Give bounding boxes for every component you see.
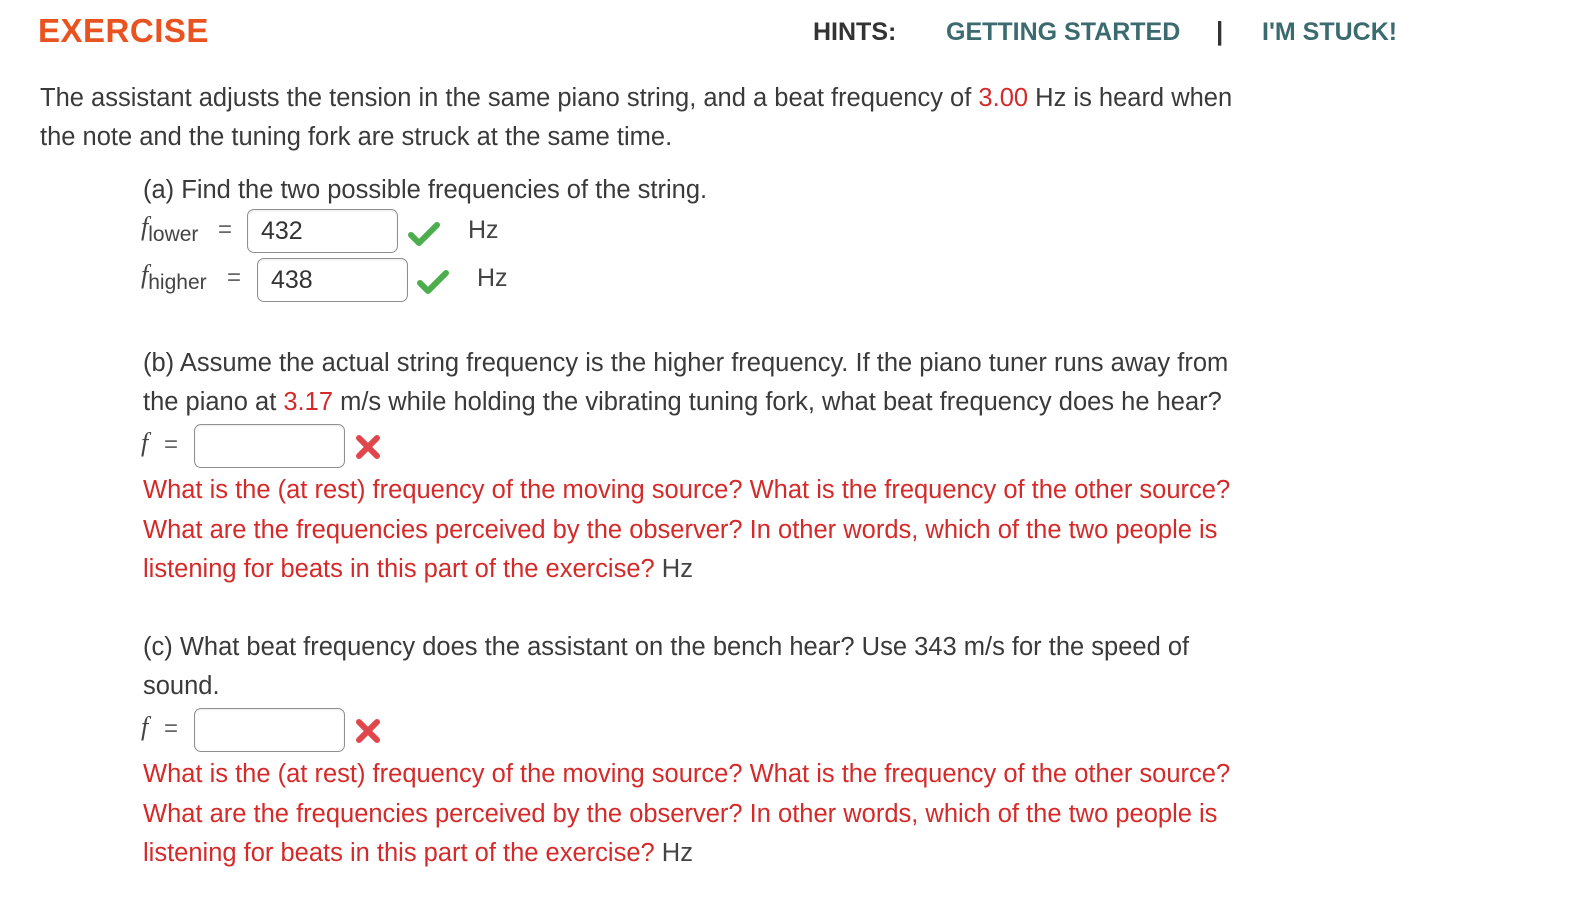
- tuner-speed-value: 3.17: [283, 388, 334, 416]
- part-c-feedback: [143, 755, 1563, 874]
- part-b-text-before: the piano at: [143, 388, 284, 416]
- f-lower-label: [141, 212, 199, 246]
- part-b-line-1: (b) Assume the actual string frequency is the higher frequency. If the piano tuner runs away from: [143, 349, 1229, 377]
- part-c-feedback-text: listening for beats in this part of the exercise?: [143, 839, 655, 867]
- f-higher-input[interactable]: [257, 258, 408, 302]
- part-b-text-after: m/s while holding the vibrating tuning fork, what beat frequency does he hear?: [333, 388, 1222, 416]
- part-b-feedback-line-2: What are the frequencies perceived by the observer? In other words, which of the two people is: [143, 515, 1218, 544]
- part-b-question: [143, 344, 1563, 422]
- part-b-line-2: [143, 383, 1563, 422]
- cross-icon: [354, 717, 382, 750]
- part-b-f-var: f: [141, 428, 149, 457]
- f-higher-unit: Hz: [477, 264, 508, 292]
- part-c-line-2: sound.: [143, 672, 220, 700]
- part-c-line-1: (c) What beat frequency does the assistant on the bench hear? Use 343 m/s for the speed of: [143, 633, 1190, 661]
- hint-im-stuck-link[interactable]: I'M STUCK!: [1262, 18, 1398, 46]
- part-b-feedback-line-1: What is the (at rest) frequency of the moving source? What is the frequency of the other source?: [143, 476, 1231, 504]
- part-c-feedback-unit: Hz: [661, 839, 693, 867]
- f-lower-input[interactable]: [247, 209, 398, 253]
- part-c-f-var: f: [141, 712, 149, 741]
- f-lower-unit: Hz: [468, 216, 499, 244]
- part-c-question: [143, 628, 1563, 706]
- f-higher-sub: higher: [148, 271, 207, 294]
- f-higher-label: [141, 260, 207, 294]
- check-icon: [408, 220, 440, 253]
- hint-getting-started-link[interactable]: GETTING STARTED: [946, 18, 1181, 46]
- f-higher-var: f: [141, 260, 149, 289]
- intro-line-1: [40, 79, 1540, 118]
- check-icon: [417, 268, 449, 301]
- part-c-answer-input[interactable]: [194, 708, 345, 752]
- part-c-feedback-line-1: What is the (at rest) frequency of the moving source? What is the frequency of the other source?: [143, 760, 1231, 788]
- f-higher-equals: =: [227, 264, 242, 291]
- part-b-feedback-line-3: [143, 550, 1563, 590]
- hints-label: HINTS:: [813, 18, 897, 46]
- intro-text-after: Hz is heard when: [1028, 84, 1233, 112]
- intro-text-before: The assistant adjusts the tension in the same piano string, and a beat frequency of: [40, 84, 979, 112]
- part-b-feedback: [143, 471, 1563, 590]
- intro-line-2: the note and the tuning fork are struck at the same time.: [40, 123, 673, 151]
- exercise-title: EXERCISE: [38, 12, 209, 49]
- part-c-equals: =: [164, 715, 179, 742]
- intro-paragraph: [40, 79, 1540, 157]
- part-b-answer-input[interactable]: [194, 424, 345, 468]
- f-lower-equals: =: [218, 216, 233, 243]
- part-c-f-label: [141, 712, 148, 742]
- part-a-question: (a) Find the two possible frequencies of the string.: [143, 176, 708, 204]
- part-b-f-label: [141, 428, 148, 458]
- part-c-feedback-line-3: [143, 834, 1563, 874]
- cross-icon: [354, 433, 382, 466]
- beat-frequency-value: 3.00: [978, 84, 1029, 112]
- part-b-feedback-text: listening for beats in this part of the exercise?: [143, 555, 655, 583]
- hint-separator: |: [1216, 16, 1224, 46]
- part-b-equals: =: [164, 431, 179, 458]
- part-c-feedback-line-2: What are the frequencies perceived by the observer? In other words, which of the two people is: [143, 799, 1218, 828]
- part-b-feedback-unit: Hz: [661, 555, 693, 583]
- f-lower-var: f: [141, 212, 149, 241]
- f-lower-sub: lower: [148, 223, 199, 246]
